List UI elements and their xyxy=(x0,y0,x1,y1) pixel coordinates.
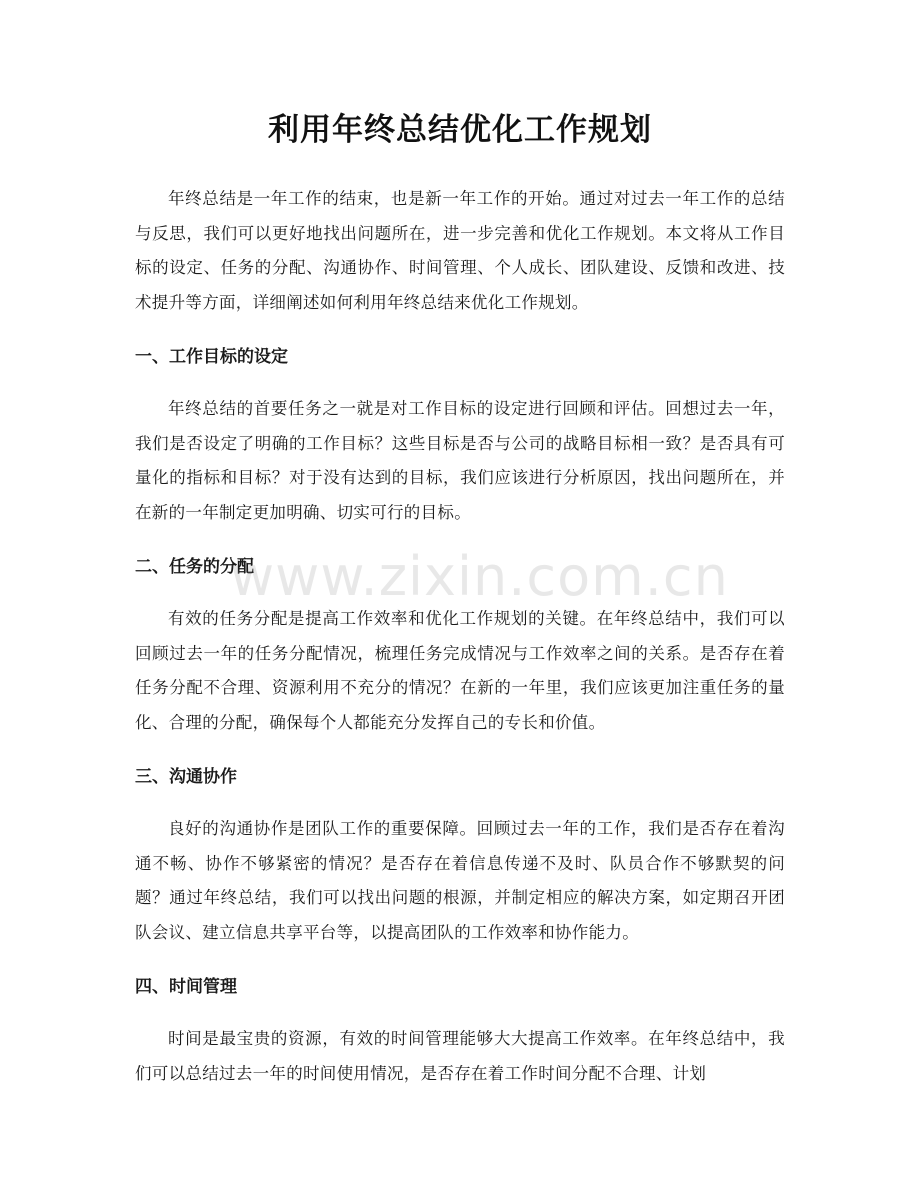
document-body xyxy=(135,182,785,1091)
section-body-time: 时间是最宝贵的资源，有效的时间管理能够大大提高工作效率。在年终总结中，我们可以总结过去一年的时间使用情况，是否存在着工作时间分配不合理、计划 xyxy=(135,1029,785,1083)
section-heading-communication: 三、沟通协作 xyxy=(135,767,237,787)
section-heading-time: 四、时间管理 xyxy=(135,977,237,997)
intro-paragraph: 年终总结是一年工作的结束，也是新一年工作的开始。通过对过去一年工作的总结与反思，我们可以更好地找出问题所在，进一步完善和优化工作规划。本文将从工作目标的设定、任务的分配、沟通协作、时间管理、个人成长、团队建设、反馈和改进、技术提升等方面，详细阐述如何利用年终总结来优化工作规划。 xyxy=(135,189,785,312)
section-heading-goals: 一、工作目标的设定 xyxy=(135,347,288,367)
watermark: www.zixin.com.cn xyxy=(230,545,729,608)
section-body-tasks: 有效的任务分配是提高工作效率和优化工作规划的关键。在年终总结中，我们可以回顾过去一年的任务分配情况，梳理任务完成情况与工作效率之间的关系。是否存在着任务分配不合理、资源利用不充分的情况？在新的一年里，我们应该更加注重任务的量化、合理的分配，确保每个人都能充分发挥自己的专长和价值。 xyxy=(135,609,785,732)
section-heading-tasks: 二、任务的分配 xyxy=(135,557,254,577)
page-title: 利用年终总结优化工作规划 xyxy=(268,112,652,148)
section-body-communication: 良好的沟通协作是团队工作的重要保障。回顾过去一年的工作，我们是否存在着沟通不畅、协作不够紧密的情况？是否存在着信息传递不及时、队员合作不够默契的问题？通过年终总结，我们可以找出问题的根源，并制定相应的解决方案，如定期召开团队会议、建立信息共享平台等，以提高团队的工作效率和协作能力。 xyxy=(135,819,785,942)
section-body-goals: 年终总结的首要任务之一就是对工作目标的设定进行回顾和评估。回想过去一年，我们是否设定了明确的工作目标？这些目标是否与公司的战略目标相一致？是否具有可量化的指标和目标？对于没有达到的目标，我们应该进行分析原因，找出问题所在，并在新的一年制定更加明确、切实可行的目标。 xyxy=(135,399,785,522)
